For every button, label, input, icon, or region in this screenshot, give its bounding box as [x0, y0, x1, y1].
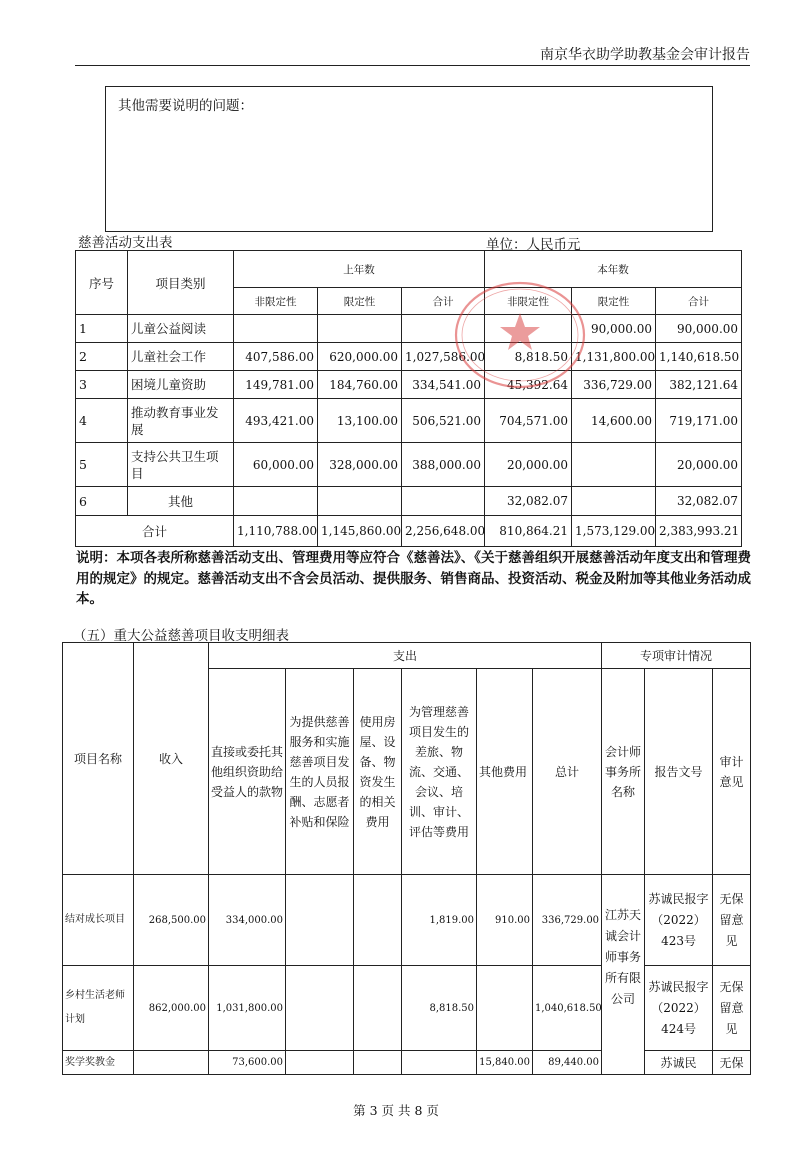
project-management-costs: 8,818.50: [402, 966, 477, 1051]
table-row: [76, 343, 742, 371]
project-asset-costs: [354, 1051, 402, 1075]
cell-ly-restricted: 620,000.00: [318, 343, 402, 371]
header-expense: 支出: [209, 643, 602, 669]
cell-ly-unrestricted: 60,000.00: [234, 443, 318, 487]
cell-ty-restricted: 90,000.00: [572, 315, 656, 343]
cell-ly-restricted: [318, 315, 402, 343]
cell-ly-restricted: 13,100.00: [318, 399, 402, 443]
project-other-costs: 910.00: [477, 875, 533, 966]
row-seq: 2: [76, 343, 128, 371]
header-accounting-firm: 会计师事务所名称: [602, 669, 645, 875]
project-management-costs: [402, 1051, 477, 1075]
row-category: 儿童公益阅读: [128, 315, 234, 343]
total-row: [76, 516, 742, 547]
header-ly-restricted: 限定性: [318, 288, 402, 315]
cell-ly-unrestricted: [234, 487, 318, 516]
row-category: 儿童社会工作: [128, 343, 234, 371]
total-ty-restricted: 1,573,129.00: [572, 516, 656, 547]
table-row: [63, 966, 751, 1051]
cell-ty-total: 32,082.07: [656, 487, 742, 516]
header-this-year: 本年数: [485, 251, 742, 288]
cell-ty-total: 20,000.00: [656, 443, 742, 487]
audit-opinion: 无保: [713, 1051, 751, 1075]
header-project-name: 项目名称: [63, 643, 134, 875]
header-ly-unrestricted: 非限定性: [234, 288, 318, 315]
project-direct-aid: 1,031,800.00: [209, 966, 286, 1051]
cell-ty-total: 1,140,618.50: [656, 343, 742, 371]
header-report-number: 报告文号: [645, 669, 713, 875]
header-direct-aid: 直接或委托其他组织资助给受益人的款物: [209, 669, 286, 875]
cell-ty-total: 382,121.64: [656, 371, 742, 399]
cell-ly-unrestricted: 493,421.00: [234, 399, 318, 443]
row-category: 推动教育事业发展: [128, 399, 234, 443]
page-number: 第 3 页 共 8 页: [353, 1103, 439, 1118]
header-divider: [75, 65, 750, 66]
currency-unit: 单位：人民币元: [486, 237, 581, 253]
table-row: [76, 399, 742, 443]
total-ty-unrestricted: 810,864.21: [485, 516, 572, 547]
header-other-costs: 其他费用: [477, 669, 533, 875]
cell-ty-unrestricted: 20,000.00: [485, 443, 572, 487]
row-category: 支持公共卫生项目: [128, 443, 234, 487]
report-number: 苏诚民: [645, 1051, 713, 1075]
total-label: 合计: [76, 516, 234, 547]
project-name: 结对成长项目: [63, 875, 134, 966]
project-other-costs: 15,840.00: [477, 1051, 533, 1075]
project-income: 268,500.00: [134, 875, 209, 966]
cell-ty-unrestricted: 704,571.00: [485, 399, 572, 443]
header-seq: 序号: [76, 251, 128, 315]
row-category: 其他: [128, 487, 234, 516]
cell-ly-total: 1,027,586.00: [402, 343, 485, 371]
project-total: 89,440.00: [533, 1051, 602, 1075]
audit-opinion: 无保留意见: [713, 966, 751, 1051]
cell-ly-unrestricted: 149,781.00: [234, 371, 318, 399]
report-number: 苏诚民报字（2022）424号: [645, 966, 713, 1051]
audit-seal-stamp: [440, 275, 600, 395]
cell-ty-total: 90,000.00: [656, 315, 742, 343]
project-staff-costs: [286, 1051, 354, 1075]
cell-ly-unrestricted: [234, 315, 318, 343]
project-income: [134, 1051, 209, 1075]
table-row: [63, 875, 751, 966]
project-direct-aid: 334,000.00: [209, 875, 286, 966]
row-category: 困境儿童资助: [128, 371, 234, 399]
cell-ty-unrestricted: 45,392.64: [485, 371, 572, 399]
project-staff-costs: [286, 875, 354, 966]
cell-ty-unrestricted: 8,818.50: [485, 343, 572, 371]
cell-ly-total: 334,541.00: [402, 371, 485, 399]
header-income: 收入: [134, 643, 209, 875]
report-number: 苏诚民报字（2022）423号: [645, 875, 713, 966]
row-seq: 6: [76, 487, 128, 516]
row-seq: 4: [76, 399, 128, 443]
report-header-title: 南京华衣助学助教基金会审计报告: [540, 47, 750, 63]
cell-ty-unrestricted: 32,082.07: [485, 487, 572, 516]
header-ty-unrestricted: 非限定性: [485, 288, 572, 315]
project-management-costs: 1,819.00: [402, 875, 477, 966]
project-total: 1,040,618.50: [533, 966, 602, 1051]
cell-ty-restricted: 14,600.00: [572, 399, 656, 443]
total-ly-restricted: 1,145,860.00: [318, 516, 402, 547]
accounting-firm-name: 江苏天诚会计师事务所有限公司: [602, 875, 645, 1075]
notes-label: 其他需要说明的问题：: [118, 98, 253, 114]
project-asset-costs: [354, 875, 402, 966]
cell-ty-restricted: [572, 443, 656, 487]
table-row: [63, 1051, 751, 1075]
header-ty-restricted: 限定性: [572, 288, 656, 315]
row-seq: 5: [76, 443, 128, 487]
cell-ly-restricted: [318, 487, 402, 516]
header-audit-opinion: 审计意见: [713, 669, 751, 875]
cell-ty-total: 719,171.00: [656, 399, 742, 443]
total-ty-total: 2,383,993.21: [656, 516, 742, 547]
project-staff-costs: [286, 966, 354, 1051]
cell-ty-restricted: [572, 487, 656, 516]
charity-expense-table: [75, 250, 742, 547]
major-projects-table: [62, 642, 751, 1075]
project-asset-costs: [354, 966, 402, 1051]
header-ty-total: 合计: [656, 288, 742, 315]
cell-ly-restricted: 328,000.00: [318, 443, 402, 487]
audit-opinion: 无保留意见: [713, 875, 751, 966]
project-other-costs: [477, 966, 533, 1051]
total-ly-unrestricted: 1,110,788.00: [234, 516, 318, 547]
cell-ty-restricted: 1,131,800.00: [572, 343, 656, 371]
project-income: 862,000.00: [134, 966, 209, 1051]
header-asset-costs: 使用房屋、设备、物资发生的相关费用: [354, 669, 402, 875]
header-special-audit: 专项审计情况: [602, 643, 751, 669]
cell-ly-total: 506,521.00: [402, 399, 485, 443]
table-row: [76, 443, 742, 487]
header-management-costs: 为管理慈善项目发生的差旅、物流、交通、会议、培训、审计、评估等费用: [402, 669, 477, 875]
table-row: [76, 371, 742, 399]
project-direct-aid: 73,600.00: [209, 1051, 286, 1075]
header-ly-total: 合计: [402, 288, 485, 315]
total-ly-total: 2,256,648.00: [402, 516, 485, 547]
header-total: 总计: [533, 669, 602, 875]
cell-ly-restricted: 184,760.00: [318, 371, 402, 399]
project-name: 奖学奖教金: [63, 1051, 134, 1075]
header-staff-costs: 为提供慈善服务和实施慈善项目发生的人员报酬、志愿者补贴和保险: [286, 669, 354, 875]
header-last-year: 上年数: [234, 251, 485, 288]
cell-ly-total: [402, 487, 485, 516]
project-name: 乡村生活老师计划: [63, 966, 134, 1051]
major-projects-table-title: （五）重大公益慈善项目收支明细表: [73, 628, 289, 644]
cell-ly-unrestricted: 407,586.00: [234, 343, 318, 371]
project-total: 336,729.00: [533, 875, 602, 966]
header-category: 项目类别: [128, 251, 234, 315]
charity-expense-table-title: 慈善活动支出表: [78, 235, 173, 251]
table-row: [76, 315, 742, 343]
row-seq: 3: [76, 371, 128, 399]
note-paragraph: 说明：本项各表所称慈善活动支出、管理费用等应符合《慈善法》、《关于慈善组织开展慈善活动年度支出和管理费用的规定》的规定。慈善活动支出不含会员活动、提供服务、销售商品、投资活动、税金及附加等其他业务活动成本。: [76, 550, 751, 607]
cell-ly-total: 388,000.00: [402, 443, 485, 487]
table-row: [76, 487, 742, 516]
row-seq: 1: [76, 315, 128, 343]
cell-ty-restricted: 336,729.00: [572, 371, 656, 399]
